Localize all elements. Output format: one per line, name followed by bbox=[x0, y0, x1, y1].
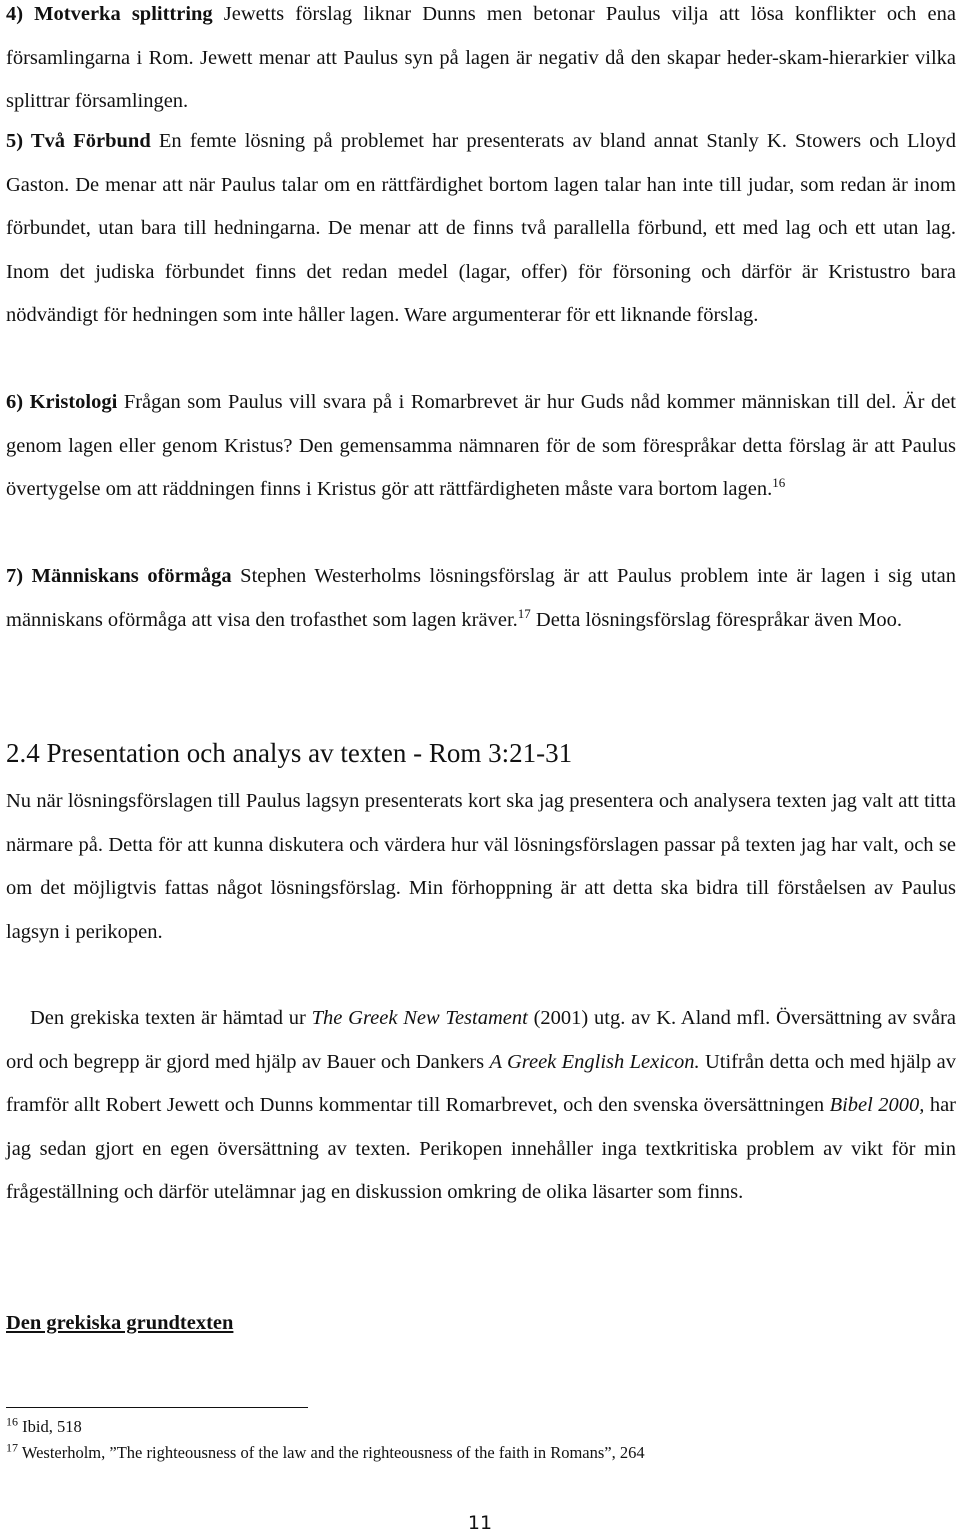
item-7-label: 7) Människans oförmåga bbox=[6, 565, 232, 587]
footnote-ref-17: 17 bbox=[517, 605, 531, 621]
footnote-17-number: 17 bbox=[6, 1440, 18, 1455]
item-6-paragraph bbox=[6, 381, 956, 512]
item-4-text: Jewetts förslag liknar Dunns men betonar Paulus vilja att lösa konflikter och ena församlingarna i Rom. Jewett menar att Paulus syn på lagen är negativ då den skapar heder-skam-hierarkier vilka splittrar församlingen. bbox=[6, 3, 956, 112]
item-5-paragraph bbox=[6, 120, 956, 338]
para2-text-1: Den grekiska texten är hämtad ur bbox=[30, 1007, 312, 1029]
item-6-label: 6) Kristologi bbox=[6, 391, 118, 413]
page-number: 11 bbox=[467, 1512, 493, 1534]
item-4-label: 4) Motverka splittring bbox=[6, 3, 213, 25]
item-5-label: 5) Två Förbund bbox=[6, 130, 151, 152]
bibel-2000-title: Bibel 2000, bbox=[829, 1094, 925, 1116]
section-heading: 2.4 Presentation och analys av texten - Rom 3:21-31 bbox=[6, 738, 573, 768]
footnote-ref-16: 16 bbox=[772, 475, 786, 491]
para2-text-3: Utifrån detta och med hjälp av framför allt Robert Jewett och Dunns kommentar till Romarbrevet, och den svenska översättningen bbox=[6, 1050, 956, 1116]
footnote-17-text: Westerholm, ”The righteousness of the law and the righteousness of the faith in Romans”, 264 bbox=[21, 1443, 645, 1462]
greek-text-subheading: Den grekiska grundtexten bbox=[6, 1312, 234, 1334]
item-7-text-after: Detta lösningsförslag förespråkar även Moo. bbox=[530, 608, 902, 631]
footnote-16 bbox=[6, 1416, 82, 1438]
section-paragraph-1: Nu när lösningsförslagen till Paulus lagsyn presenterats kort ska jag presentera och analysera texten jag valt att titta närmare på. Detta för att kunna diskutera och värdera hur väl lösningsförslagen passar på texten jag har valt, och se om det möjligtvis fattas något lösningsförslag. Min förhoppning är att detta ska bidra till förståelsen av Paulus lagsyn i perikopen. bbox=[6, 790, 956, 943]
item-5-text: En femte lösning på problemet har presenterats av bland annat Stanly K. Stowers och Lloyd Gaston. De menar att när Paulus talar om en rättfärdighet bortom lagen talar han inte till judar, som redan är inom förbundet, utan bara till hedningarna. De menar att de finns två parallella förbund, ett med lag och ett utan lag. Inom det judiska förbundet finns det redan medel (lagar, offer) för försoning och därför är Kristustro bara nödvändigt för hedningen som inte håller lagen. Ware argumenterar för ett liknande förslag. bbox=[6, 130, 956, 326]
item-4-paragraph bbox=[6, 0, 956, 124]
para2-text-2: (2001) utg. av K. Aland mfl. Översättning av svåra ord och begrepp är gjord med hjälp av Bauer och Dankers bbox=[6, 1007, 957, 1073]
item-7-paragraph bbox=[6, 555, 956, 642]
greek-nt-title: The Greek New Testament bbox=[311, 1007, 528, 1029]
section-paragraph-2 bbox=[6, 997, 956, 1215]
footnote-16-text: Ibid, 518 bbox=[22, 1417, 82, 1436]
para2-text-4: har jag sedan gjort en egen översättning av texten. Perikopen innehåller inga textkritiska problem av vikt för min frågeställning och därför utelämnar jag en diskussion omkring de olika läsarter som finns. bbox=[6, 1094, 956, 1203]
item-6-text: Frågan som Paulus vill svara på i Romarbrevet är hur Guds nåd kommer människan till del. Är det genom lagen eller genom Kristus? Den gemensamma nämnaren för de som förespråkar detta förslag är att Paulus övertygelse om att räddningen finns i Kristus gör att rättfärdigheten måste vara bortom lagen. bbox=[6, 391, 956, 500]
footnote-16-number: 16 bbox=[6, 1414, 18, 1429]
footnote-divider bbox=[6, 1407, 308, 1408]
footnote-17 bbox=[6, 1442, 645, 1464]
item-7-text: Stephen Westerholms lösningsförslag är att Paulus problem inte är lagen i sig utan människans oförmåga att visa den trofasthet som lagen kräver. bbox=[6, 565, 956, 631]
lexicon-title: A Greek English Lexicon. bbox=[489, 1050, 700, 1073]
